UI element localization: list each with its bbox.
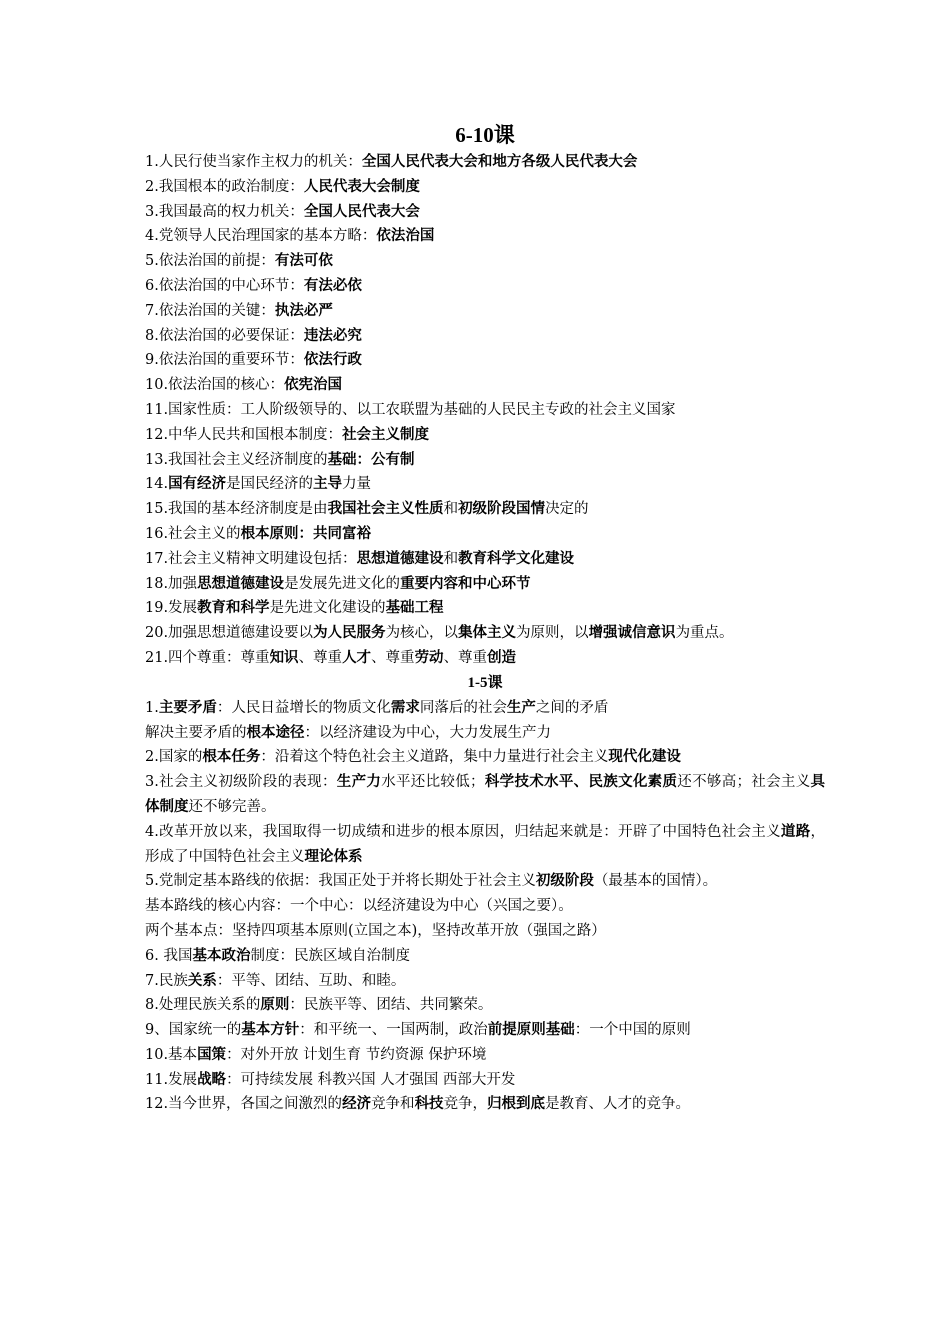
text-line [145,175,825,200]
text-segment: ：沿着这个特色社会主义道路，集中力量进行社会主义 [260,749,609,766]
bold-term: 国策 [197,1046,227,1063]
text-segment: 5.依法治国的前提： [145,253,275,270]
document-body [145,120,825,1117]
text-segment: 21.四个尊重：尊重 [145,649,270,666]
bold-term: 重要内容和中心环节 [400,575,531,592]
bold-term: 我国社会主义性质 [327,501,444,518]
text-segment: （最基本的国情）。 [593,873,718,890]
text-line [145,1092,825,1117]
text-segment: 1.人民行使当家作主权力的机关： [145,154,362,170]
text-segment: 12.中华人民共和国根本制度： [145,426,343,443]
bold-term: 有法可依 [274,253,333,270]
bold-term: 初级阶段国情 [458,501,546,518]
bold-term: 现代化建设 [608,749,681,766]
text-line [145,448,825,473]
text-segment: 6.依法治国的中心环节： [145,277,304,294]
bold-term: 主要矛盾 [158,699,217,716]
text-line [145,547,825,572]
bold-term: 根本途径 [246,724,305,741]
text-line [145,696,825,721]
bold-term: 社会主义制度 [342,426,430,443]
text-line [145,745,825,770]
bold-term: 依法治国 [376,228,435,245]
text-segment: 、尊重 [371,649,415,666]
text-segment: 18.加强 [145,575,198,592]
text-segment: 为重点。 [675,625,734,642]
text-segment: 5.党制定基本路线的依据：我国正处于并将长期处于社会主义 [145,873,536,890]
text-segment: ：可持续发展 科教兴国 人才强国 西部大开发 [226,1071,516,1088]
bold-term: 经济 [342,1096,372,1113]
text-line [145,348,825,373]
text-line [145,274,825,299]
text-segment: ：以经济建设为中心，大力发展生产力 [304,724,551,741]
text-line [145,249,825,274]
text-segment: 10.基本 [145,1046,198,1063]
section-lessons-1-5 [145,696,825,1118]
text-line [145,869,825,894]
bold-term: 思想道德建设 [356,550,444,567]
bold-term: 依法行政 [303,352,362,369]
text-line [145,472,825,497]
bold-term: 全国人民代表大会 [303,203,420,220]
text-segment: 10.依法治国的核心： [145,377,285,394]
text-segment: 3.我国最高的权力机关： [145,203,304,220]
text-line [145,200,825,225]
text-segment: 是教育、人才的竞争。 [545,1096,691,1113]
text-line [145,646,825,671]
bold-term: 科技 [414,1096,444,1113]
text-line [145,398,825,423]
text-segment: 2.我国根本的政治制度： [145,178,304,195]
text-line [145,969,825,994]
text-line [145,522,825,547]
bold-term: 具体制度 [145,774,826,815]
bold-term: 前提原则基础 [487,1022,575,1039]
text-segment: 是国民经济的 [226,476,314,493]
bold-term: 主导 [313,476,343,493]
text-segment: 还不够完善。 [188,798,276,815]
text-line [145,150,825,175]
bold-term: 根本任务 [202,749,261,766]
text-line [145,721,825,746]
bold-term: 科学技术水平、民族文化素质 [484,774,678,791]
text-line [145,993,825,1018]
bold-term: 生产力 [336,774,382,791]
text-line [145,423,825,448]
text-segment: ，形成了中国特色社会主义 [145,823,825,865]
text-segment: ：民族平等、团结、共同繁荣。 [289,997,493,1014]
bold-term: 生产 [506,699,536,716]
text-segment: 基本路线的核心内容：一个中心：以经济建设为中心（兴国之要）。 [145,898,573,915]
text-segment: 和 [443,550,459,567]
bold-term: 有法必依 [303,277,362,294]
text-segment: 14. [145,476,169,493]
text-segment: 力量 [342,476,372,493]
text-segment: 4.党领导人民治理国家的基本方略： [145,228,377,245]
text-segment: 11.国家性质：工人阶级领导的、以工农联盟为基础的人民民主专政的社会主义国家 [145,401,676,418]
text-segment: 2.国家的 [145,749,203,766]
bold-term: 执法必严 [274,302,333,319]
text-segment: 、尊重 [443,649,488,666]
bold-term: 创造 [487,649,517,666]
text-line [145,894,825,919]
bold-term: 知识 [269,649,299,666]
page-title: 6-10课 [455,123,515,147]
text-segment: 6. 我国 [145,947,193,964]
text-line [145,1043,825,1068]
bold-term: 基本方针 [241,1022,300,1039]
text-segment: 和 [443,501,459,518]
text-segment: ：人民日益增长的物质文化 [216,699,391,716]
text-segment: 是发展先进文化的 [284,575,401,592]
text-line [145,224,825,249]
bold-term: 增强诚信意识 [588,625,676,642]
text-segment: 7.民族 [145,972,188,989]
text-segment: 9、国家统一的 [145,1022,242,1039]
bold-term: 为人民服务 [313,625,386,642]
bold-term: 思想道德建设 [197,575,285,592]
text-segment: 15.我国的基本经济制度是由 [145,501,328,518]
text-line [145,596,825,621]
section-subtitle: 1-5课 [467,674,503,691]
bold-term: 战略 [197,1071,227,1088]
text-line [145,919,825,944]
bold-term: 依宪治国 [284,377,343,394]
text-segment: 竞争和 [371,1096,415,1113]
text-segment: 解决主要矛盾的 [145,724,247,741]
text-segment: 是先进文化建设的 [269,600,386,617]
bold-term: 教育科学文化建设 [458,550,575,567]
text-segment: 16.社会主义的 [145,525,241,542]
bold-term: 人才 [342,649,372,666]
text-segment: 7.依法治国的关键： [145,302,275,319]
bold-term: 需求 [390,699,420,716]
text-segment: 8.依法治国的必要保证： [145,327,304,344]
bold-term: 基本政治 [192,947,251,964]
text-line [145,373,825,398]
text-segment: 水平还比较低； [381,774,485,791]
text-segment: 还不够高；社会主义 [677,774,811,791]
bold-term: 初级阶段 [535,873,594,890]
text-segment: 3.社会主义初级阶段的表现： [145,774,337,791]
text-segment: 8.处理民族关系的 [145,997,261,1014]
text-segment: 12.当今世界，各国之间激烈的 [145,1096,343,1113]
text-line [145,324,825,349]
text-segment: 为原则，以 [516,625,589,642]
text-line [145,770,825,820]
text-line [145,497,825,522]
bold-term: 教育和科学 [197,600,270,617]
text-segment: ：和平统一、一国两制，政治 [299,1022,488,1039]
text-segment: 11.发展 [145,1071,198,1088]
bold-term: 全国人民代表大会和地方各级人民代表大会 [361,154,638,170]
text-segment: 1. [145,699,159,716]
text-segment: 决定的 [545,501,589,518]
bold-term: 集体主义 [458,625,517,642]
text-segment: 制度：民族区域自治制度 [250,947,410,964]
text-line [145,572,825,597]
bold-term: 基础：公有制 [327,451,415,468]
bold-term: 国有经济 [168,476,227,493]
text-line [145,820,825,870]
bold-term: 理论体系 [304,848,363,865]
bold-term: 道路 [780,823,811,840]
section-lessons-6-10 [145,150,825,671]
text-line [145,621,825,646]
text-line [145,299,825,324]
bold-term: 原则 [260,997,290,1014]
text-segment: 、尊重 [298,649,343,666]
text-segment: ：平等、团结、互助、和睦。 [216,972,406,989]
text-segment: 17.社会主义精神文明建设包括： [145,550,357,567]
bold-term: 归根到底 [487,1096,546,1113]
text-line [145,1018,825,1043]
text-line [145,944,825,969]
bold-term: 基础工程 [385,600,444,617]
text-segment: 13.我国社会主义经济制度的 [145,451,328,468]
text-segment: 之间的矛盾 [535,699,609,716]
text-segment: 两个基本点：坚持四项基本原则(立国之本)，坚持改革开放（强国之路） [145,922,606,939]
text-segment: ：对外开放 计划生育 节约资源 保护环境 [226,1046,487,1063]
bold-term: 根本原则：共同富裕 [240,525,372,542]
bold-term: 关系 [187,972,217,989]
text-segment: 4.改革开放以来，我国取得一切成绩和进步的根本原因，归结起来就是：开辟了中国特色社会主义 [145,823,781,840]
bold-term: 人民代表大会制度 [303,178,420,195]
text-segment: ：一个中国的原则 [574,1022,691,1039]
bold-term: 劳动 [414,649,444,666]
bold-term: 违法必究 [303,327,362,344]
text-segment: 为核心，以 [385,625,459,642]
text-segment: 19.发展 [145,600,198,617]
text-line [145,1068,825,1093]
text-segment: 竞争， [443,1096,488,1113]
text-segment: 9.依法治国的重要环节： [145,352,304,369]
text-segment: 同落后的社会 [419,699,507,716]
text-segment: 20.加强思想道德建设要以 [145,625,314,642]
